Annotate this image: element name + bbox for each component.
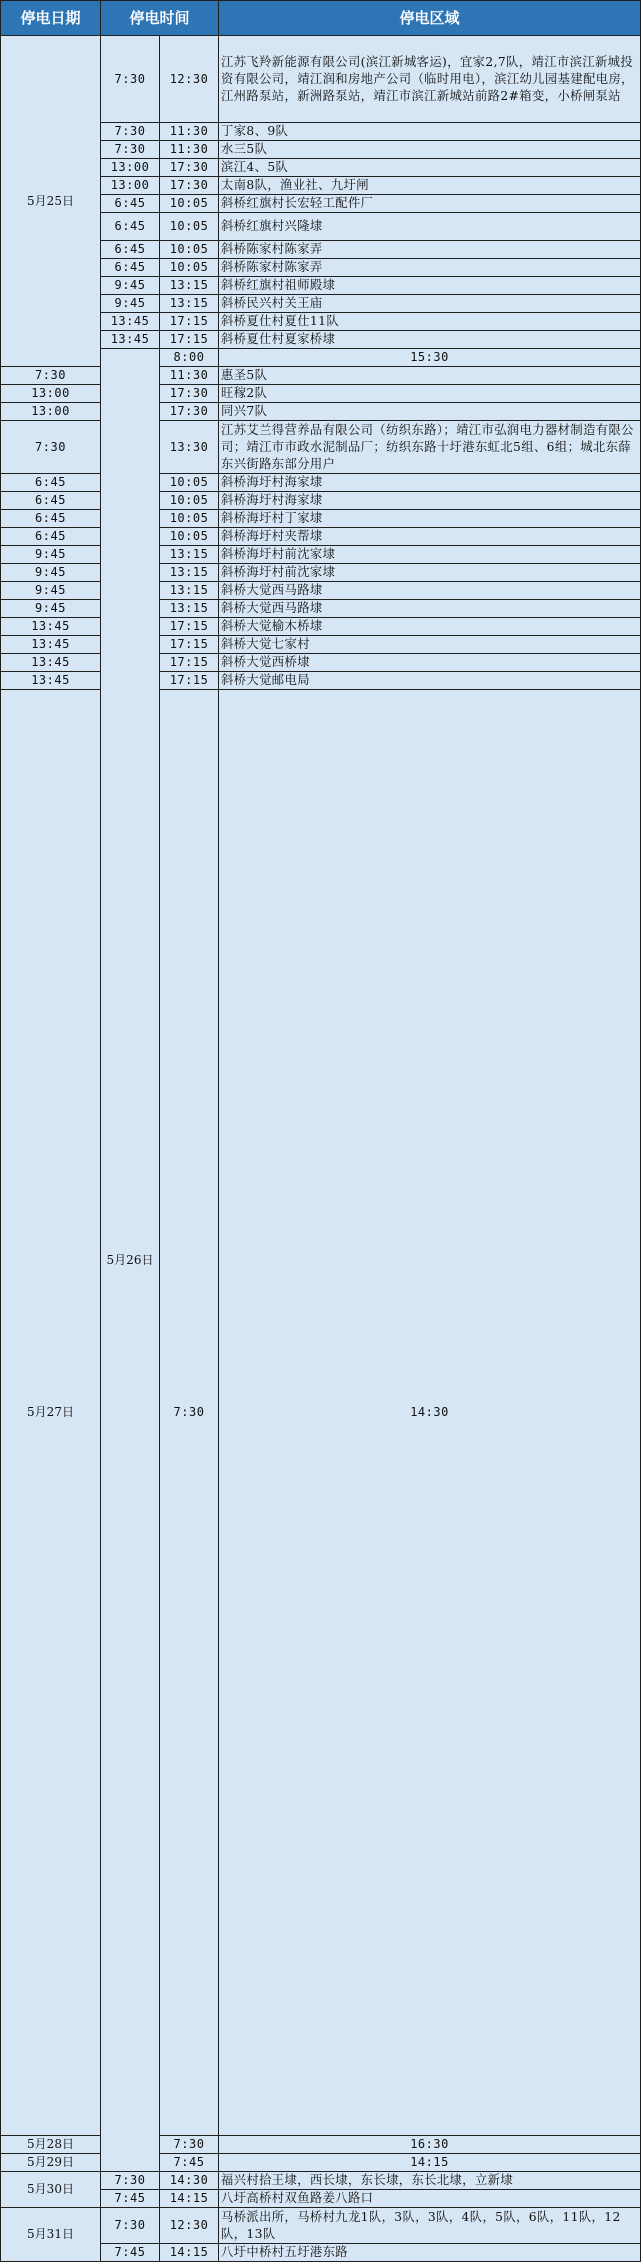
time-start: 9:45: [1, 600, 101, 618]
time-end: 12:30: [160, 36, 219, 123]
table-header-row: [1, 1, 641, 36]
outage-area: 八圩高桥村双鱼路姜八路口: [219, 2190, 641, 2208]
time-start: 13:45: [101, 331, 160, 349]
time-end: 14:15: [160, 2244, 219, 2262]
outage-area: 斜桥海圩村前沈家埭: [219, 564, 641, 582]
outage-area: 斜桥大觉西桥埭: [219, 654, 641, 672]
table-row: [1, 385, 641, 403]
time-start: 9:45: [1, 582, 101, 600]
time-start: 13:00: [1, 385, 101, 403]
time-end: 17:30: [160, 403, 219, 421]
time-start: 13:00: [101, 177, 160, 195]
time-end: 14:15: [219, 2154, 641, 2172]
outage-area: 马桥派出所，马桥村九龙1队，3队，3队，4队，5队，6队，11队，12队，13队: [219, 2208, 641, 2244]
outage-area: 斜桥红旗村长宏轻工配件厂: [219, 195, 641, 213]
time-start: 13:45: [1, 618, 101, 636]
time-end: 10:05: [160, 241, 219, 259]
table-row: [1, 2136, 641, 2154]
time-start: 13:45: [1, 672, 101, 690]
outage-area: 同兴7队: [219, 403, 641, 421]
time-start: 7:30: [101, 141, 160, 159]
time-start: 13:45: [101, 313, 160, 331]
table-row: [1, 654, 641, 672]
outage-date: 5月27日: [1, 690, 101, 2136]
time-start: 7:30: [1, 421, 101, 474]
time-end: 10:05: [160, 492, 219, 510]
table-row: [1, 2172, 641, 2190]
outage-area: 滨江4、5队: [219, 159, 641, 177]
time-end: 17:30: [160, 385, 219, 403]
time-start: 13:45: [1, 654, 101, 672]
outage-area: 斜桥大觉西马路埭: [219, 600, 641, 618]
time-end: 10:05: [160, 474, 219, 492]
time-end: 13:15: [160, 564, 219, 582]
outage-area: 八圩中桥村五圩港东路: [219, 2244, 641, 2262]
time-start: 7:45: [101, 2244, 160, 2262]
time-end: 17:15: [160, 618, 219, 636]
table-row: [1, 690, 641, 2136]
time-end: 17:15: [160, 654, 219, 672]
outage-area: 斜桥大觉邮电局: [219, 672, 641, 690]
outage-area: 斜桥大觉榆木桥埭: [219, 618, 641, 636]
outage-date: 5月29日: [1, 2154, 101, 2172]
time-start: 7:30: [160, 690, 219, 2136]
outage-area: 斜桥民兴村关王庙: [219, 295, 641, 313]
time-end: 11:30: [160, 123, 219, 141]
time-start: 6:45: [1, 492, 101, 510]
time-start: 6:45: [101, 195, 160, 213]
outage-area: 太南8队，渔业社、九圩闸: [219, 177, 641, 195]
time-start: 9:45: [1, 546, 101, 564]
time-end: 13:15: [160, 582, 219, 600]
outage-area: 惠圣5队: [219, 367, 641, 385]
time-end: 13:15: [160, 600, 219, 618]
time-start: 7:45: [160, 2154, 219, 2172]
outage-area: 斜桥海圩村海家埭: [219, 474, 641, 492]
time-start: 6:45: [1, 528, 101, 546]
outage-area: 江苏艾兰得营养品有限公司（纺织东路）；靖江市弘润电力器材制造有限公司；靖江市市政水泥制品厂；纺织东路十圩港东虹北5组、6组；城北东薛东兴街路东部分用户: [219, 421, 641, 474]
table-row: [1, 672, 641, 690]
header-date: 停电日期: [1, 1, 101, 36]
time-end: 10:05: [160, 259, 219, 277]
time-end: 17:30: [160, 159, 219, 177]
table-row: [1, 492, 641, 510]
header-time: 停电时间: [101, 1, 219, 36]
table-row: [1, 528, 641, 546]
time-start: 6:45: [101, 241, 160, 259]
time-start: 9:45: [101, 277, 160, 295]
table-body: [1, 36, 641, 2262]
time-end: 14:15: [160, 2190, 219, 2208]
time-end: 13:15: [160, 295, 219, 313]
table-row: [1, 403, 641, 421]
table-row: [1, 582, 641, 600]
outage-area: 福兴村拾王埭，西长埭，东长埭，东长北埭，立新埭: [219, 2172, 641, 2190]
time-start: 7:30: [101, 2172, 160, 2190]
time-start: 7:30: [101, 2208, 160, 2244]
time-end: 13:30: [160, 421, 219, 474]
time-end: 16:30: [219, 2136, 641, 2154]
time-start: 7:30: [101, 36, 160, 123]
time-start: 6:45: [101, 259, 160, 277]
time-start: 7:30: [101, 123, 160, 141]
outage-date: 5月30日: [1, 2172, 101, 2208]
time-end: 12:30: [160, 2208, 219, 2244]
outage-area: 江苏飞羚新能源有限公司(滨江新城客运)，宜家2,7队，靖江市滨江新城投资有限公司，靖江润和房地产公司（临时用电），滨江幼儿园基建配电房，江州路泵站，新洲路泵站，靖江市滨江新城站前路2#箱变，小桥闸泵站: [219, 36, 641, 123]
time-start: 7:30: [1, 367, 101, 385]
time-end: 11:30: [160, 367, 219, 385]
table-row: [1, 546, 641, 564]
outage-area: 斜桥陈家村陈家弄: [219, 259, 641, 277]
time-start: 8:00: [160, 349, 219, 367]
table-row: [1, 36, 641, 123]
outage-area: 斜桥大觉西马路埭: [219, 582, 641, 600]
outage-area: 斜桥陈家村陈家弄: [219, 241, 641, 259]
outage-area: 丁家8、9队: [219, 123, 641, 141]
time-end: 10:05: [160, 213, 219, 241]
table-row: [1, 600, 641, 618]
time-start: 6:45: [1, 510, 101, 528]
time-start: 7:45: [101, 2190, 160, 2208]
time-start: 13:00: [1, 403, 101, 421]
time-end: 17:15: [160, 331, 219, 349]
time-end: 10:05: [160, 195, 219, 213]
time-start: 13:45: [1, 636, 101, 654]
table-row: [1, 421, 641, 474]
header-area: 停电区域: [219, 1, 641, 36]
table-row: [1, 2208, 641, 2244]
time-end: 13:15: [160, 277, 219, 295]
time-end: 17:15: [160, 313, 219, 331]
outage-date: 5月25日: [1, 36, 101, 367]
table-row: [1, 474, 641, 492]
time-end: 17:30: [160, 177, 219, 195]
time-start: 13:00: [101, 159, 160, 177]
outage-area: 斜桥红旗村兴隆埭: [219, 213, 641, 241]
outage-area: 斜桥夏仕村夏家桥埭: [219, 331, 641, 349]
time-end: 11:30: [160, 141, 219, 159]
time-start: 7:30: [160, 2136, 219, 2154]
time-end: 13:15: [160, 546, 219, 564]
time-start: 9:45: [1, 564, 101, 582]
time-end: 14:30: [219, 690, 641, 2136]
time-start: 6:45: [101, 213, 160, 241]
outage-area: 斜桥海圩村前沈家埭: [219, 546, 641, 564]
time-end: 14:30: [160, 2172, 219, 2190]
outage-date: 5月28日: [1, 2136, 101, 2154]
time-end: 17:15: [160, 672, 219, 690]
table-row: [1, 564, 641, 582]
time-end: 15:30: [219, 349, 641, 367]
outage-area: 旺稼2队: [219, 385, 641, 403]
table-row: [1, 636, 641, 654]
table-row: [1, 2154, 641, 2172]
outage-area: 斜桥夏仕村夏仕11队: [219, 313, 641, 331]
table-row: [1, 510, 641, 528]
outage-area: 斜桥海圩村海家埭: [219, 492, 641, 510]
time-end: 10:05: [160, 528, 219, 546]
time-end: 17:15: [160, 636, 219, 654]
outage-date: 5月26日: [101, 349, 160, 2172]
outage-area: 斜桥海圩村夹帮埭: [219, 528, 641, 546]
time-start: 9:45: [101, 295, 160, 313]
table-row: [1, 618, 641, 636]
outage-area: 斜桥红旗村祖师殿埭: [219, 277, 641, 295]
outage-area: 斜桥大觉七家村: [219, 636, 641, 654]
outage-date: 5月31日: [1, 2208, 101, 2262]
time-start: 6:45: [1, 474, 101, 492]
table-row: [1, 367, 641, 385]
outage-area: 水三5队: [219, 141, 641, 159]
outage-area: 斜桥海圩村丁家埭: [219, 510, 641, 528]
time-end: 10:05: [160, 510, 219, 528]
